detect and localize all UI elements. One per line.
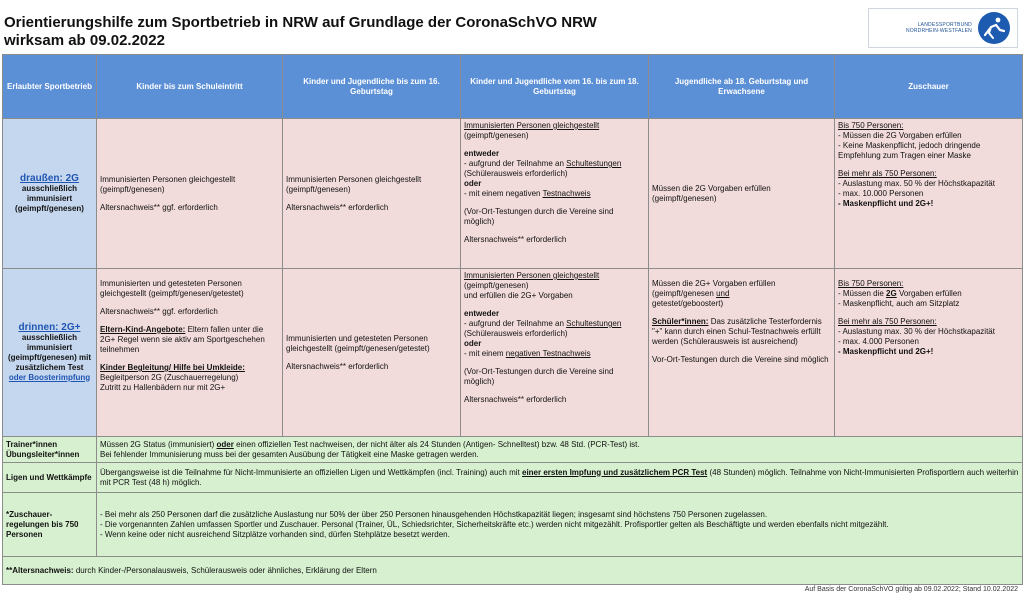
indoor-kinder-alter: Altersnachweis** ggf. erforderlich xyxy=(100,307,218,316)
altersnachweis-cell xyxy=(3,557,1023,585)
indoor-16-18-cell xyxy=(461,269,649,437)
outdoor-sublabel: ausschließlich immunisiert (geimpft/genesen) xyxy=(15,183,84,213)
col-head-kinder-schuleintritt: Kinder bis zum Schuleintritt xyxy=(97,55,283,119)
outdoor-16-18-test-pre: - mit einem negativen xyxy=(464,189,541,198)
outdoor-16-18-test-link: Testnachweis xyxy=(542,189,591,198)
outdoor-bis16-cell xyxy=(283,119,461,269)
indoor-kinder-eltern xyxy=(100,325,279,355)
indoor-ab18-cell xyxy=(649,269,835,437)
altersnachweis-text: durch Kinder-/Personalausweis, Schülerausweis oder ähnliches, Erklärung der Eltern xyxy=(75,565,377,575)
indoor-16-18-2gplus: und erfüllen die 2G+ Vorgaben xyxy=(464,291,573,300)
rules-table xyxy=(2,54,1023,585)
outdoor-bis16-text: Immunisierten Personen gleichgestellt (geimpft/genesen) xyxy=(286,174,422,194)
col-head-ab-18: Jugendliche ab 18. Geburtstag und Erwachsene xyxy=(649,55,835,119)
indoor-ab18-und: und xyxy=(716,289,730,298)
logo xyxy=(868,8,1018,48)
indoor-16-18-testnachweis xyxy=(464,349,645,359)
row-head-outdoor xyxy=(3,119,97,269)
trainer-line-2: Bei fehlender Immunisierung muss bei der gesamten Ausübung der Tätigkeit eine Maske getragen werden. xyxy=(100,449,479,459)
ligen-t2: einer ersten Impfung und zusätzlichem PCR Test xyxy=(522,467,708,477)
row-zuschauer-regel xyxy=(3,493,1023,557)
indoor-ab18-vorgaben-text: Müssen die 2G+ Vorgaben erfüllen (geimpft/genesen xyxy=(652,279,776,298)
outdoor-16-18-testnachweis xyxy=(464,189,645,199)
outdoor-zuschauer-mehr750: Bei mehr als 750 Personen: xyxy=(838,169,937,178)
row-altersnachweis xyxy=(3,557,1023,585)
indoor-zuschauer-2g xyxy=(838,289,1019,299)
indoor-zuschauer-bis750: Bis 750 Personen: xyxy=(838,279,904,288)
indoor-eltern-label: Eltern-Kind-Angebote: xyxy=(100,325,186,334)
outdoor-16-18-vorort: (Vor-Ort-Testungen durch die Vereine sind möglich) xyxy=(464,207,614,226)
outdoor-zuschauer-2g: - Müssen die 2G Vorgaben erfüllen xyxy=(838,131,962,140)
row-head-zuschauer-regel: *Zuschauer-regelungen bis 750 Personen xyxy=(3,493,97,557)
indoor-bis16-cell xyxy=(283,269,461,437)
trainer-cell xyxy=(97,437,1023,463)
outdoor-16-18-oder: oder xyxy=(464,179,482,188)
outdoor-ab18-cell xyxy=(649,119,835,269)
col-head-sport: Erlaubter Sportbetrieb xyxy=(3,55,97,119)
trainer-oder: oder xyxy=(216,439,234,449)
outdoor-16-18-gleich: Immunisierten Personen gleichgestellt xyxy=(464,121,600,130)
indoor-16-18-ausweis: (Schülerausweis erforderlich) xyxy=(464,329,568,338)
outdoor-kinder-text: Immunisierten Personen gleichgestellt (geimpft/genesen) xyxy=(100,174,236,194)
lsb-logo-icon xyxy=(977,11,1011,45)
indoor-zuschauer-2g-pre: - Müssen die xyxy=(838,289,884,298)
outdoor-ab18-text: Müssen die 2G Vorgaben erfüllen (geimpft/genesen) xyxy=(652,183,771,203)
indoor-begleitung-label: Kinder Begleitung/ Hilfe bei Umkleide: xyxy=(100,363,245,372)
indoor-ab18-schueler xyxy=(652,317,831,347)
zuschauer-regel-cell xyxy=(97,493,1023,557)
indoor-label: drinnen: 2G+ xyxy=(18,321,81,333)
outdoor-label: draußen: 2G xyxy=(20,172,79,184)
outdoor-zuschauer-maske: - Keine Maskenpflicht, jedoch dringende Empfehlung zum Tragen einer Maske xyxy=(838,141,981,160)
indoor-ab18-schueler-text: Das zusätzliche Testerfordernis "+" kann durch einen Schul-Testnachweis erfüllt werden (Schülerausweis ist ausreichend) xyxy=(652,317,822,346)
logo-text xyxy=(906,22,972,34)
zuschauer-regel-1: - Bei mehr als 250 Personen darf die zusätzliche Auslastung nur 50% der über 250 Personen hinausgehenden Höchstkapazität liegen; insgesamt sind höchstens 750 Personen zugelassen. xyxy=(100,509,768,519)
indoor-zuschauer-max: - max. 4.000 Personen xyxy=(838,337,919,346)
indoor-16-18-gleich: Immunisierten Personen gleichgestellt xyxy=(464,271,600,280)
ligen-t1: Übergangsweise ist die Teilnahme für Nicht-Immunisierte an offiziellen Ligen und Wettkämpfen (incl. Training) auch mit xyxy=(100,467,520,477)
outdoor-16-18-entweder: entweder xyxy=(464,149,500,158)
outdoor-16-18-ausweis: (Schülerausweis erforderlich) xyxy=(464,169,568,178)
indoor-eltern-text: Eltern fallen unter die 2G+ Regel wenn sie aktiv am Sportgeschehen teilnehmen xyxy=(100,325,265,354)
indoor-hallenbad: Zutritt zu Hallenbädern nur mit 2G+ xyxy=(100,383,226,392)
ligen-cell xyxy=(97,463,1023,493)
col-head-bis-16: Kinder und Jugendliche bis zum 16. Geburtstag xyxy=(283,55,461,119)
altersnachweis-label: **Altersnachweis: xyxy=(6,565,74,575)
indoor-sublabel: ausschließlich immunisiert (geimpft/genesen) mit zusätzlichem Test xyxy=(7,332,92,372)
row-trainer xyxy=(3,437,1023,463)
footer-note: Auf Basis der CoronaSchVO gültig ab 09.02.2022; Stand 10.02.2022 xyxy=(804,586,1018,593)
outdoor-zuschauer-maskenpflicht: - Maskenpflicht und 2G+! xyxy=(838,199,934,208)
indoor-ab18-schueler-label: Schüler*innen: xyxy=(652,317,709,326)
indoor-ab18-getestet: getestet/geboostert) xyxy=(652,299,724,308)
indoor-zuschauer-auslastung: - Auslastung max. 30 % der Höchstkapazität xyxy=(838,327,995,336)
indoor-zuschauer-maskenpflicht: - Maskenpflicht und 2G+! xyxy=(838,347,934,356)
indoor-16-18-oder: oder xyxy=(464,339,482,348)
indoor-16-18-test-pre: - mit einem xyxy=(464,349,504,358)
indoor-bis16-alter: Altersnachweis** erforderlich xyxy=(286,361,389,371)
outdoor-16-18-schultest-pre: - aufgrund der Teilnahme an xyxy=(464,159,564,168)
outdoor-zuschauer-cell xyxy=(835,119,1023,269)
title-line-2: wirksam ab 09.02.2022 xyxy=(4,32,165,49)
indoor-16-18-schultest xyxy=(464,319,645,329)
indoor-begleitperson: Begleitperson 2G (Zuschauerregelung) xyxy=(100,373,239,382)
title-line-1: Orientierungshilfe zum Sportbetrieb in NRW auf Grundlage der CoronaSchVO NRW xyxy=(4,14,597,31)
outdoor-zuschauer-auslastung: - Auslastung max. 50 % der Höchstkapazität xyxy=(838,179,995,188)
indoor-zuschauer-maske: - Maskenpflicht, auch am Sitzplatz xyxy=(838,299,960,308)
indoor-16-18-geimpft: (geimpft/genesen) xyxy=(464,281,529,290)
col-head-zuschauer: Zuschauer xyxy=(835,55,1023,119)
indoor-bis16-text: Immunisierten und getesteten Personen gleichgestellt (geimpft/genesen/getestet) xyxy=(286,333,430,353)
indoor-16-18-schultest-pre: - aufgrund der Teilnahme an xyxy=(464,319,564,328)
outdoor-zuschauer-max: - max. 10.000 Personen xyxy=(838,189,924,198)
ligen-t3: (48 Stunden) möglich. Teilnahme von Nicht-Immunisierten Profisportlern auch weiterhin mit PCR Test (48 h) möglich. xyxy=(100,467,1019,487)
indoor-ab18-vorort: Vor-Ort-Testungen durch die Vereine sind möglich xyxy=(652,355,829,364)
indoor-16-18-schultest-link: Schultestungen xyxy=(566,319,622,328)
indoor-zuschauer-2g-strong: 2G xyxy=(886,289,897,298)
row-head-trainer: Trainer*innen Übungsleiter*innen xyxy=(3,437,97,463)
zuschauer-regel-3: - Wenn keine oder nicht ausreichend Sitzplätze vorhanden sind, dürfen Stehplätze besetzt werden. xyxy=(100,529,450,539)
indoor-kinder-cell xyxy=(97,269,283,437)
indoor-ab18-vorgaben xyxy=(652,279,831,299)
logo-text-1: LANDESSPORTBUND xyxy=(917,22,972,28)
trainer-line-1 xyxy=(100,440,1019,450)
indoor-16-18-test-link: negativen Testnachweis xyxy=(505,349,591,358)
zuschauer-regel-2: - Die vorgenannten Zahlen umfassen Sportler und Zuschauer. Personal (Trainer, ÜL, Schiedsrichter, Sicherheitskräfte etc.) werden nicht mitgezählt. Profisportler gelten als Beschäftigte und werden ebenfalls nicht mitgezählt. xyxy=(100,519,889,529)
trainer-t1: Müssen 2G Status (immunisiert) xyxy=(100,439,215,449)
indoor-booster: oder Boosterimpfung xyxy=(8,372,91,382)
indoor-kinder-text: Immunisierten und getesteten Personen gleichgestellt (geimpft/genesen/getestet) xyxy=(100,279,244,298)
row-ligen xyxy=(3,463,1023,493)
row-head-indoor xyxy=(3,269,97,437)
indoor-16-18-alter: Altersnachweis** erforderlich xyxy=(464,395,567,404)
indoor-zuschauer-mehr750: Bei mehr als 750 Personen: xyxy=(838,317,937,326)
document-header xyxy=(4,14,864,50)
outdoor-zuschauer-bis750: Bis 750 Personen: xyxy=(838,121,904,130)
outdoor-kinder-cell xyxy=(97,119,283,269)
indoor-zuschauer-cell xyxy=(835,269,1023,437)
outdoor-16-18-schultest xyxy=(464,159,645,169)
indoor-16-18-entweder: entweder xyxy=(464,309,500,318)
outdoor-16-18-geimpft: (geimpft/genesen) xyxy=(464,131,529,140)
indoor-16-18-vorort: (Vor-Ort-Testungen durch die Vereine sind möglich) xyxy=(464,367,614,386)
row-indoor xyxy=(3,269,1023,437)
col-head-16-18: Kinder und Jugendliche vom 16. bis zum 18. Geburtstag xyxy=(461,55,649,119)
outdoor-16-18-schultest-link: Schultestungen xyxy=(566,159,622,168)
indoor-zuschauer-2g-post: Vorgaben erfüllen xyxy=(898,289,962,298)
outdoor-16-18-alter: Altersnachweis** erforderlich xyxy=(464,235,567,244)
outdoor-bis16-alter: Altersnachweis** erforderlich xyxy=(286,202,389,212)
trainer-t3: einen offiziellen Test nachweisen, der nicht älter als 24 Stunden (Antigen- Schnelltest) bzw. 48 Std. (PCR-Test) ist. xyxy=(236,439,640,449)
row-outdoor xyxy=(3,119,1023,269)
header-row xyxy=(3,55,1023,119)
logo-text-2: NORDRHEIN-WESTFALEN xyxy=(905,28,972,34)
outdoor-16-18-cell xyxy=(461,119,649,269)
outdoor-kinder-alter: Altersnachweis** ggf. erforderlich xyxy=(100,202,218,212)
row-head-ligen: Ligen und Wettkämpfe xyxy=(3,463,97,493)
